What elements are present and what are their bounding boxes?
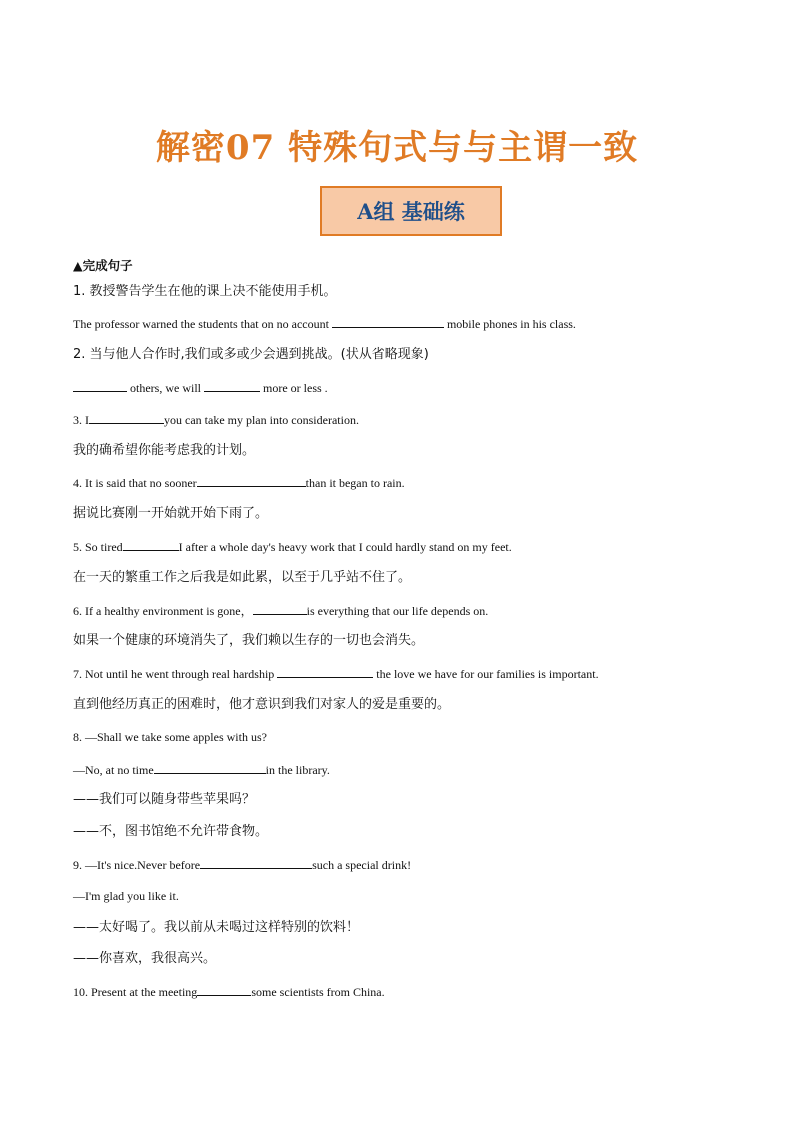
- q8-english-2: [73, 761, 330, 778]
- q4-text-a: 4. It is said that no sooner: [73, 476, 197, 490]
- q5-chinese: 在一天的繁重工作之后我是如此累，以至于几乎站不住了。: [73, 570, 412, 585]
- q3-text-b: you can take my plan into consideration.: [164, 413, 359, 427]
- q10-text-a: 10. Present at the meeting: [73, 985, 198, 999]
- q8-text-a: —No, at no time: [73, 763, 154, 777]
- q3-blank[interactable]: [89, 411, 164, 424]
- q1-blank[interactable]: [332, 315, 444, 328]
- q3-english: [73, 411, 359, 428]
- q8-chinese-1: ——我们可以随身带些苹果吗？: [73, 792, 256, 807]
- q6-text-b: is everything that our life depends on.: [306, 604, 489, 618]
- q1-text-b: mobile phones in his class.: [443, 317, 576, 331]
- q4-text-b: than it began to rain.: [305, 476, 405, 490]
- q7-english: [73, 665, 599, 682]
- q10-text-b: some scientists from China.: [251, 985, 385, 999]
- q4-chinese: 据说比赛刚一开始就开始下雨了。: [73, 506, 269, 521]
- page-title: 解密07 特殊句式与与主谓一致: [155, 128, 639, 168]
- q7-text-b: the love we have for our families is important.: [373, 667, 599, 681]
- q1-text-a: The professor warned the students that on no account: [73, 317, 332, 331]
- q1-english: [73, 315, 576, 332]
- q7-text-a: 7. Not until he went through real hardship: [73, 667, 278, 681]
- q9-chinese-1: ——太好喝了。我以前从未喝过这样特别的饮料！: [73, 920, 360, 935]
- q9-chinese-2: ——你喜欢，我很高兴。: [73, 951, 217, 966]
- q7-chinese: 直到他经历真正的困难时，他才意识到我们对家人的爱是重要的。: [73, 697, 451, 712]
- q9-english-2: —I'm glad you like it.: [73, 889, 179, 903]
- q10-english: [73, 983, 385, 1000]
- group-label-box: [320, 186, 502, 236]
- q3-chinese: 我的确希望你能考虑我的计划。: [73, 443, 256, 458]
- q10-blank[interactable]: [197, 983, 251, 996]
- q8-chinese-2: ——不，图书馆绝不允许带食物。: [73, 824, 269, 839]
- q2-text-b: others, we will: [127, 381, 204, 395]
- q2-text-c: more or less .: [260, 381, 328, 395]
- q3-text-a: 3. I: [73, 413, 89, 427]
- q9-english-1: [73, 856, 411, 873]
- q9-text-b: such a special drink!: [312, 858, 412, 872]
- q6-blank[interactable]: [253, 602, 307, 615]
- q5-text-b: I after a whole day's heavy work that I could hardly stand on my feet.: [178, 540, 512, 554]
- q4-blank[interactable]: [197, 474, 306, 487]
- section-heading: ▲完成句子: [73, 258, 133, 273]
- q6-chinese: 如果一个健康的环境消失了，我们赖以生存的一切也会消失。: [73, 633, 425, 648]
- q6-english: [73, 602, 488, 619]
- q8-text-b: in the library.: [265, 763, 330, 777]
- q9-blank[interactable]: [200, 856, 312, 869]
- q8-blank[interactable]: [154, 761, 266, 774]
- q5-english: [73, 538, 512, 555]
- group-label: A组 基础练: [357, 199, 465, 224]
- q2-blank-1[interactable]: [73, 379, 127, 392]
- q8-english-1: 8. —Shall we take some apples with us?: [73, 730, 267, 744]
- q6-text-a: 6. If a healthy environment is gone，: [73, 604, 253, 618]
- q2-chinese: 2. 当与他人合作时,我们或多或少会遇到挑战。(状从省略现象): [73, 347, 429, 362]
- q1-chinese: 1. 教授警告学生在他的课上决不能使用手机。: [73, 284, 337, 299]
- q5-text-a: 5. So tired: [73, 540, 123, 554]
- q7-blank[interactable]: [277, 665, 373, 678]
- q2-blank-2[interactable]: [204, 379, 260, 392]
- q4-english: [73, 474, 405, 491]
- q9-text-a: 9. —It's nice.Never before: [73, 858, 201, 872]
- q5-blank[interactable]: [123, 538, 179, 551]
- q2-english: [73, 379, 328, 396]
